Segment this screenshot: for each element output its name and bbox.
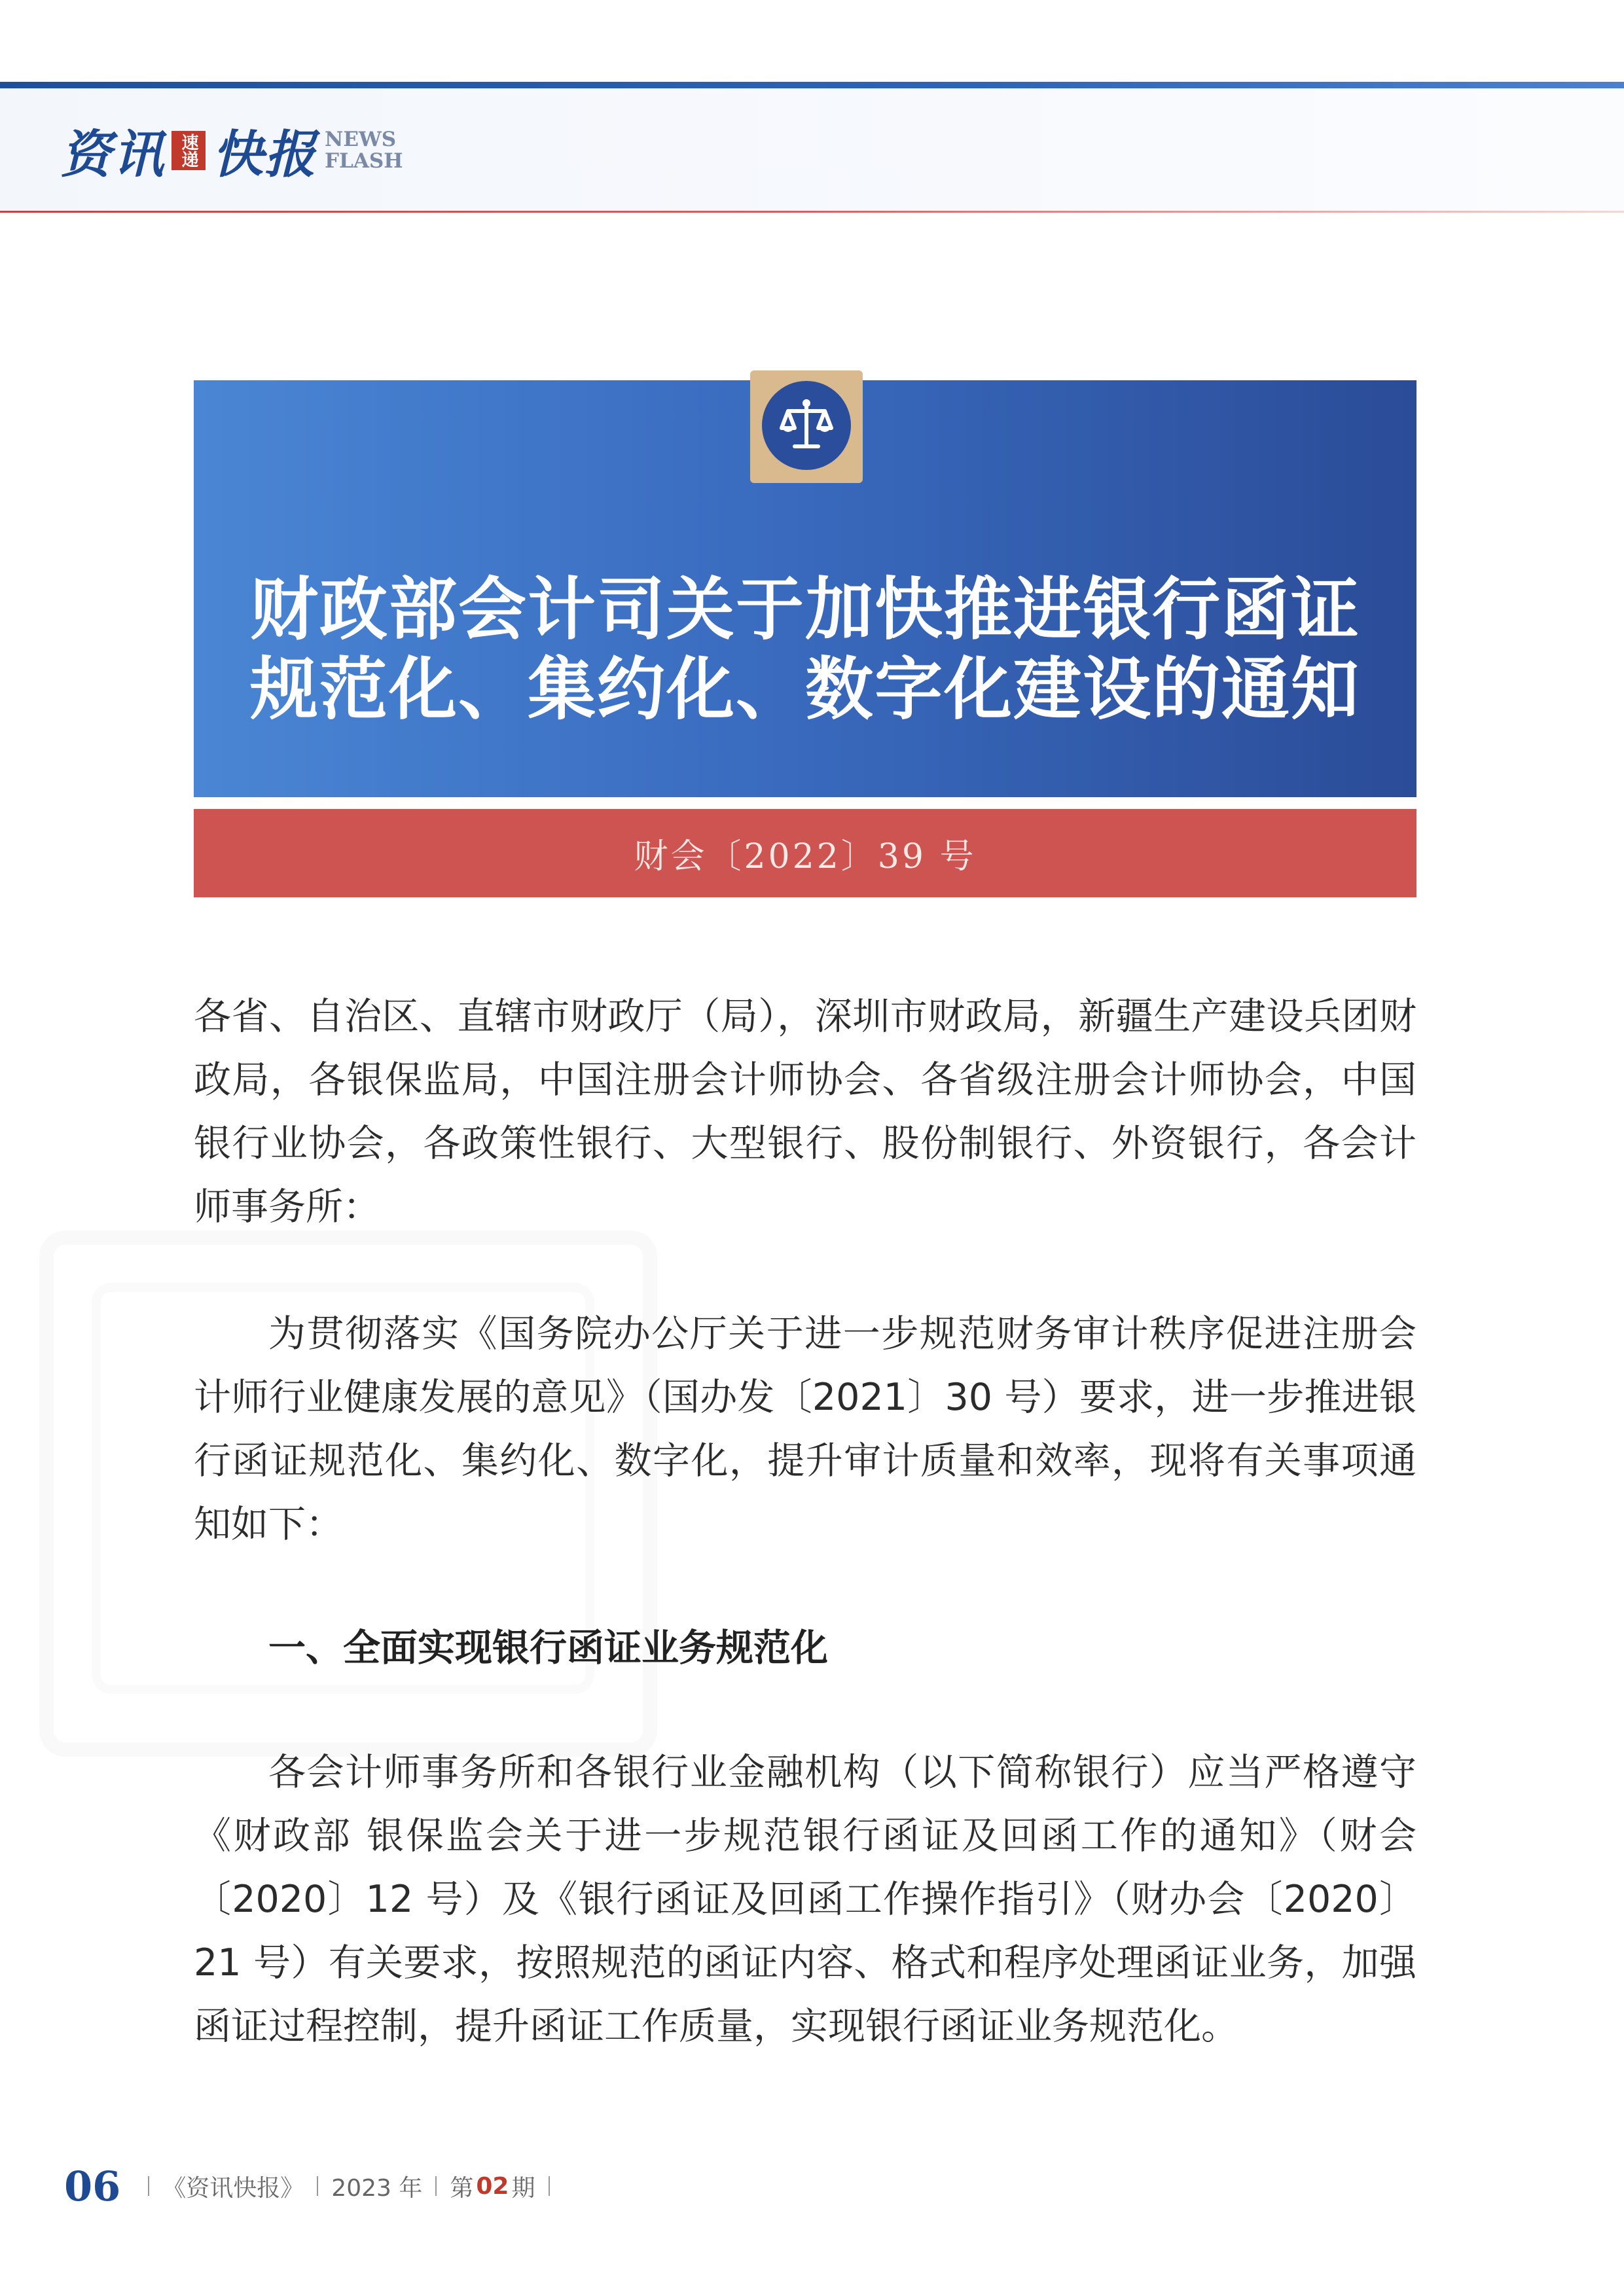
brand-text-part2: 快报 (212, 125, 317, 185)
page-number: 06 (64, 2162, 121, 2210)
brand-english-line2: FLASH (325, 149, 403, 173)
header-top-line (0, 82, 1624, 88)
scales-of-justice-icon (762, 381, 851, 470)
section-1-paragraph: 各会计师事务所和各银行业金融机构（以下简称银行）应当严格遵守《财政部 银保监会关于进一步规范银行函证及回函工作的通知》（财会〔2020〕12 号）及《银行函证及回函工作操作指引》（财办会〔2020〕21 号）有关要求，按照规范的函证内容、格式和程序处理函证业务，加强函证过程控制，提升函证工作质量，实现银行函证业务规范化。 (194, 1751, 1416, 2048)
brand-english (325, 129, 403, 172)
issue-prefix: 第 (450, 2174, 474, 2202)
header-red-line (0, 211, 1624, 213)
article-title-line2: 规范化、集约化、数字化建设的通知 (249, 649, 1360, 729)
publication-name: 《资讯快报》 (162, 2174, 304, 2202)
brand-text-part1: 资讯 (60, 125, 166, 185)
article-title (194, 569, 1416, 729)
addressees-paragraph: 各省、自治区、直辖市财政厅（局），深圳市财政局，新疆生产建设兵团财政局，各银保监局，中国注册会计师协会、各省级注册会计师协会，中国银行业协会，各政策性银行、大型银行、股份制银行、外资银行，各会计师事务所： (194, 995, 1416, 1229)
emblem-tab (750, 370, 863, 483)
brand-seal-icon: 速递 (171, 131, 206, 170)
brand-english-line1: NEWS (325, 128, 397, 151)
document-number: 财会〔2022〕39 号 (634, 837, 977, 876)
section-1-heading: 一、全面实现银行函证业务规范化 (268, 1626, 828, 1670)
brand-logo (60, 115, 403, 187)
document-number-bar (194, 809, 1416, 897)
issue-number: 02 (476, 2172, 509, 2200)
page-footer (64, 2160, 563, 2212)
footer-divider (148, 2176, 149, 2196)
footer-divider (317, 2176, 318, 2196)
issue-suffix: 期 (511, 2174, 535, 2202)
footer-divider (435, 2176, 437, 2196)
footer-divider (549, 2176, 550, 2196)
intro-paragraph: 为贯彻落实《国务院办公厅关于进一步规范财务审计秩序促进注册会计师行业健康发展的意见》（国办发〔2021〕30 号）要求，进一步推进银行函证规范化、集约化、数字化，提升审计质量和效率，现将有关事项通知如下： (194, 1312, 1416, 1546)
article-title-line1: 财政部会计司关于加快推进银行函证 (249, 569, 1360, 649)
publication-year: 2023 年 (331, 2174, 423, 2202)
